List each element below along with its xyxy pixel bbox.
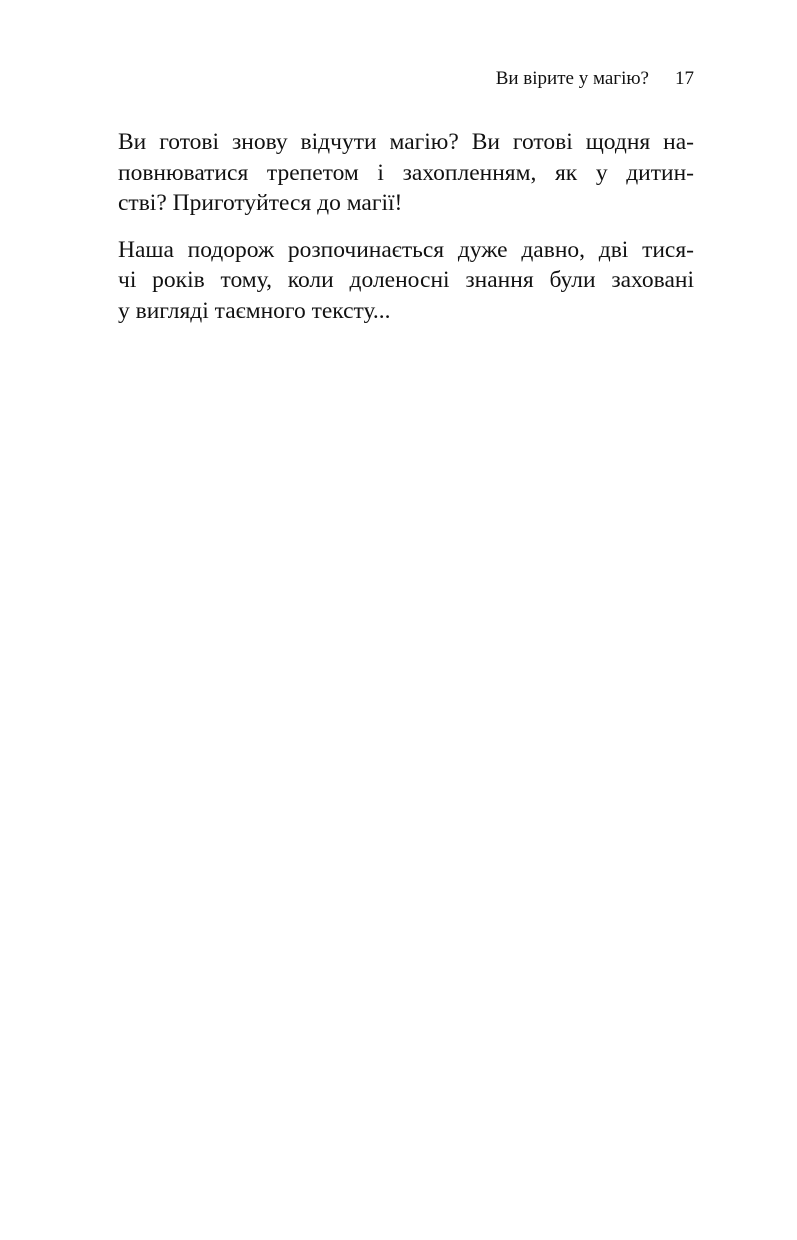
paragraph-2	[118, 235, 694, 327]
paragraph-1	[118, 127, 694, 219]
body-text	[118, 127, 694, 342]
text-line: Наша подорож розпочинається дуже давно, дві тися-	[118, 236, 694, 263]
running-header	[400, 66, 694, 92]
text-line: чі років тому, коли доленосні знання були заховані	[118, 267, 694, 293]
page-number: 17	[675, 68, 694, 89]
running-title: Ви вірите у магію?	[495, 68, 649, 89]
text-line: повнюватися трепетом і захопленням, як у дитин-	[118, 159, 694, 186]
text-line: стві? Приготуйтеся до магії!	[118, 190, 403, 216]
text-line: Ви готові знову відчути магію? Ви готові щодня на-	[118, 129, 694, 155]
text-line: у вигляді таємного тексту...	[118, 297, 391, 324]
